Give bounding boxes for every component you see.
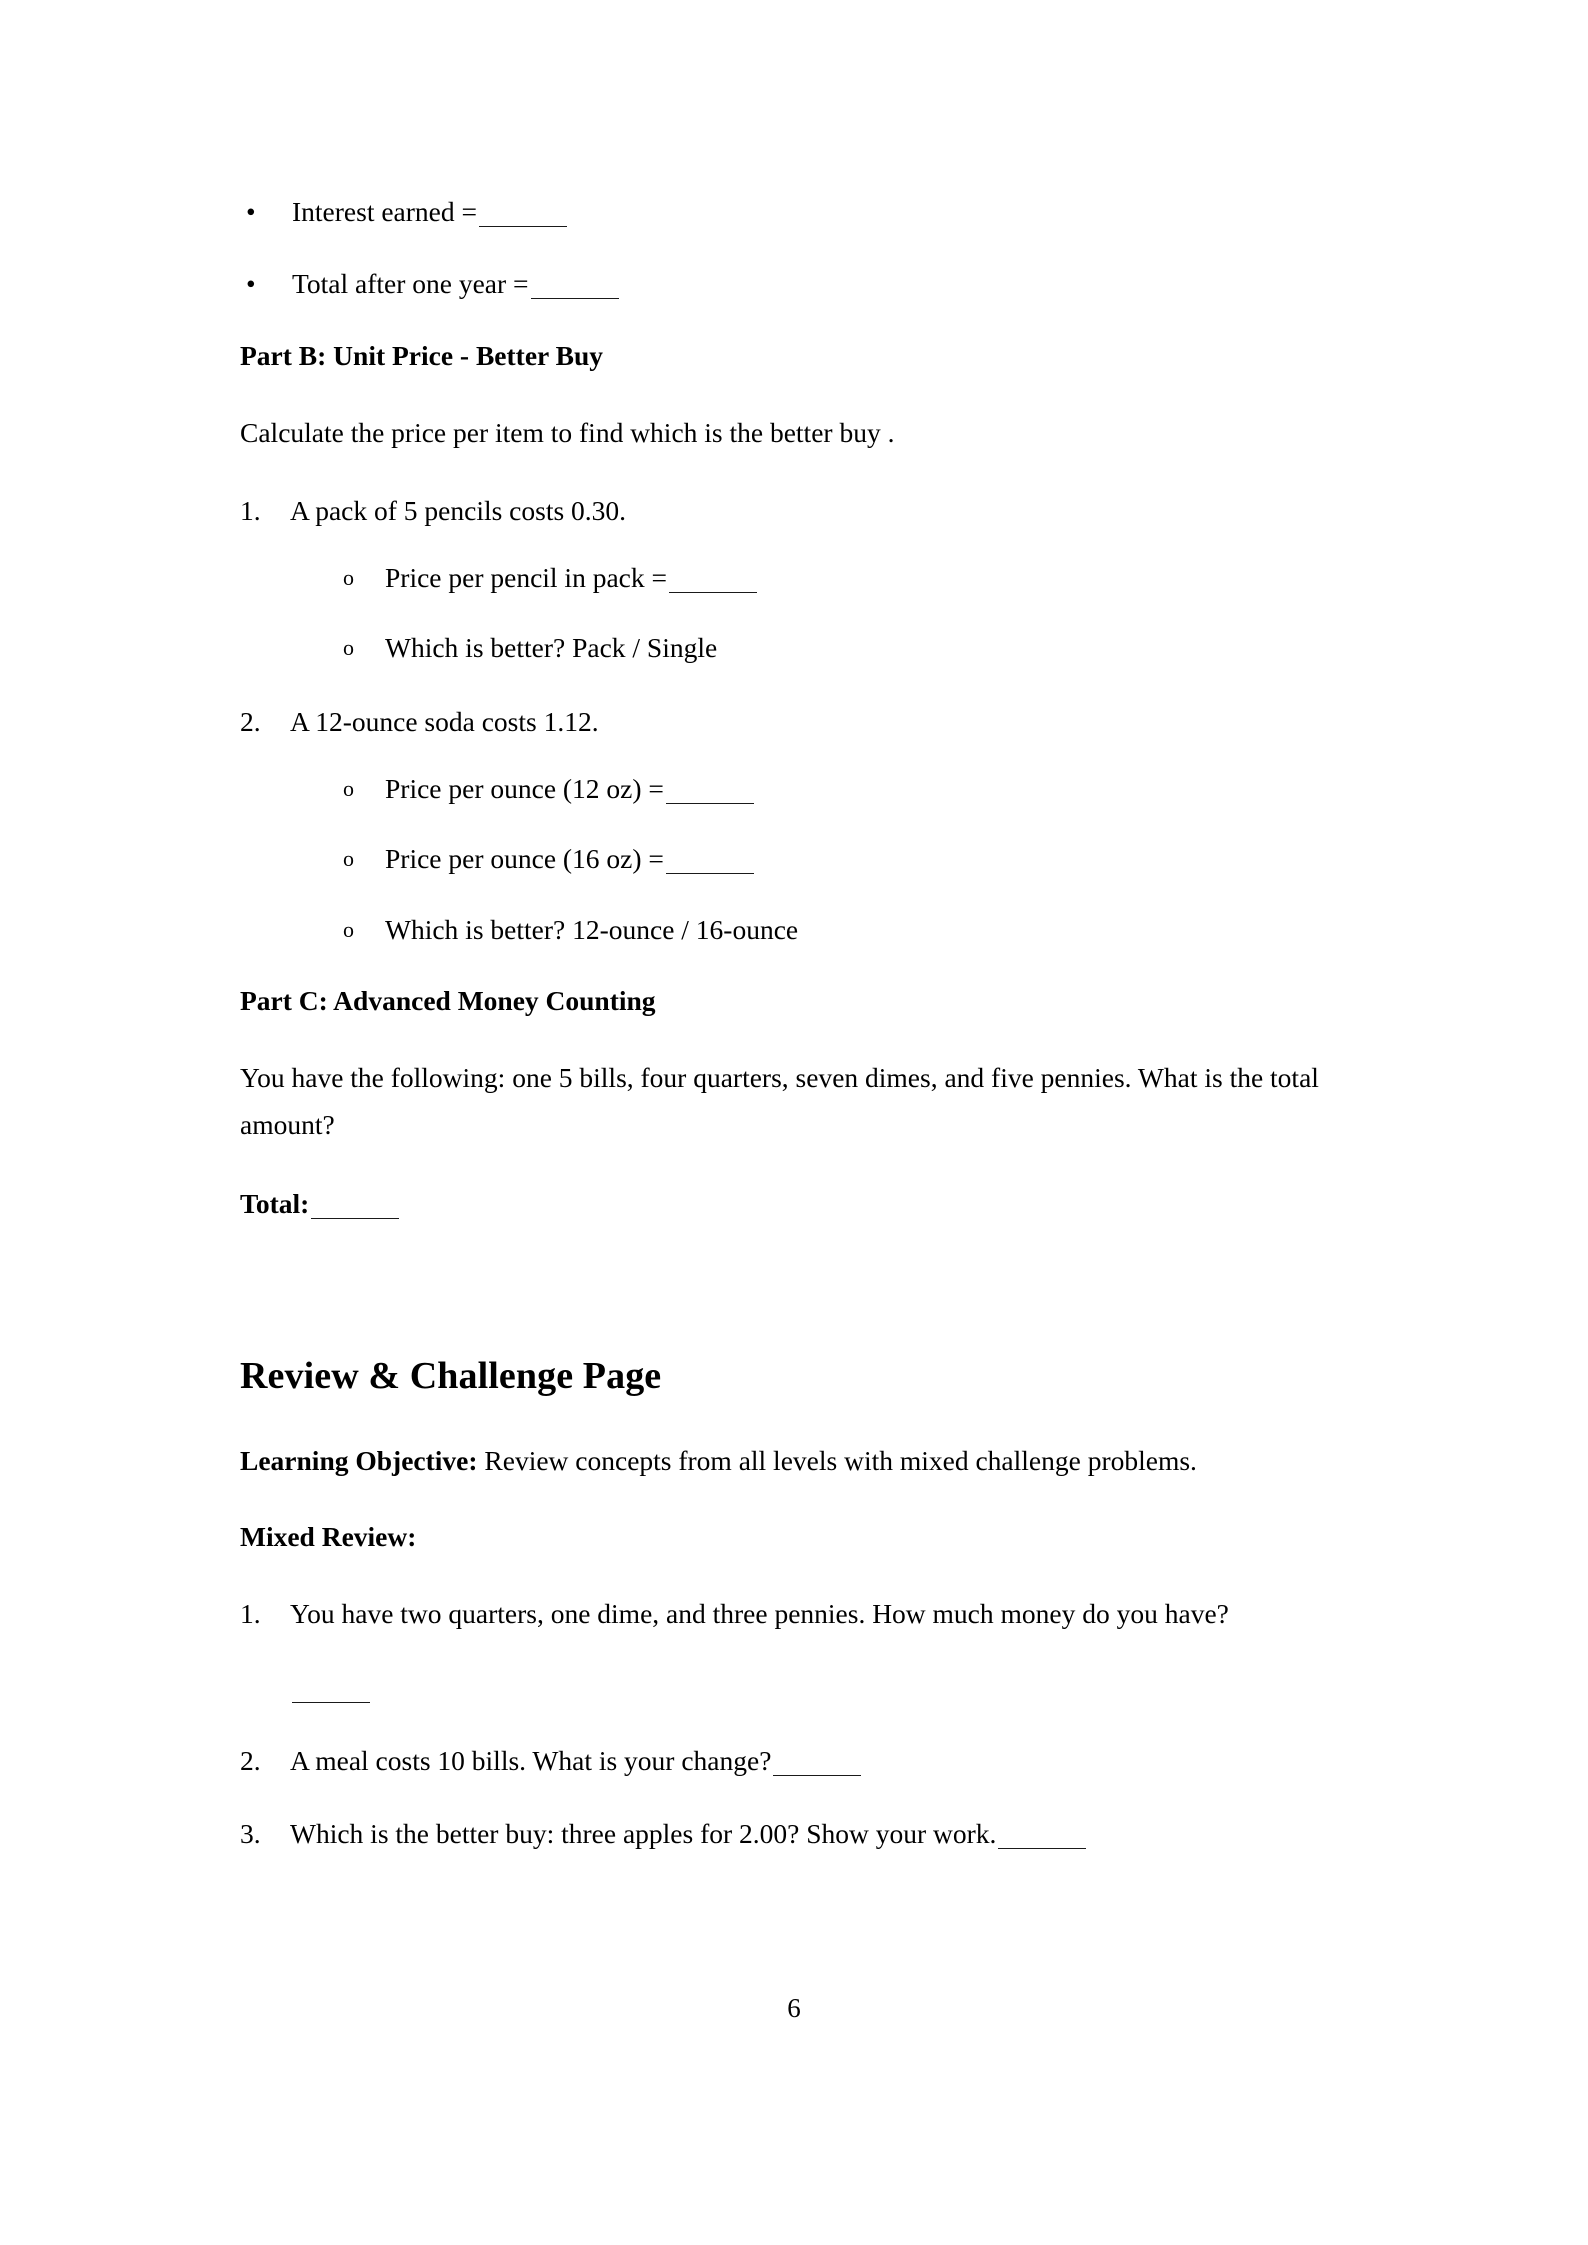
learning-objective-text: Review concepts from all levels with mixed challenge problems. — [484, 1445, 1197, 1477]
learning-objective — [240, 1437, 1338, 1484]
circle-bullet-icon: o — [343, 916, 354, 942]
question-text: Which is the better buy: three apples for 2.00? Show your work. — [290, 1818, 997, 1850]
page-title: Review & Challenge Page — [240, 1354, 662, 1397]
part-c-body: You have the following: one 5 bills, four quarters, seven dimes, and five pennies. What is the total amount? — [240, 1061, 1319, 1141]
total-label: Total: — [240, 1187, 310, 1219]
answer-blank-row — [290, 1664, 1338, 1711]
list-item — [240, 260, 1338, 307]
answer-blank[interactable] — [669, 592, 757, 593]
circle-bullet-icon: o — [343, 776, 354, 802]
part-c-total-row — [240, 1180, 1338, 1227]
subitem-label[interactable]: Which is better? 12-ounce / 16-ounce — [385, 913, 799, 945]
mixed-review-list — [240, 1590, 1338, 1857]
part-b-heading: Part B: Unit Price - Better Buy — [240, 339, 603, 371]
list-item — [240, 487, 1338, 672]
part-b-question-list — [240, 487, 1338, 953]
question-text: A 12-ounce soda costs 1.12. — [290, 705, 599, 737]
subitem-label: Price per pencil in pack = — [385, 562, 667, 594]
sub-list — [290, 554, 1338, 672]
subitem-label[interactable]: Which is better? Pack / Single — [385, 632, 718, 664]
answer-blank[interactable] — [292, 1702, 370, 1703]
list-item — [240, 1810, 1338, 1857]
top-bullet-list — [240, 188, 1338, 308]
circle-bullet-icon: o — [343, 565, 354, 591]
bullet-label: Interest earned = — [292, 196, 477, 227]
list-item — [290, 624, 1338, 671]
list-number: 3. — [240, 1818, 261, 1850]
answer-blank[interactable] — [666, 803, 754, 804]
list-item — [240, 1590, 1338, 1711]
circle-bullet-icon: o — [343, 635, 354, 661]
list-item — [240, 1737, 1338, 1784]
part-b-intro: Calculate the price per item to find which is the better buy . — [240, 416, 895, 448]
page-number: 6 — [787, 1993, 801, 2023]
answer-blank[interactable] — [998, 1848, 1086, 1849]
list-number: 2. — [240, 705, 261, 737]
answer-blank[interactable] — [479, 226, 567, 227]
list-item — [290, 835, 1338, 882]
list-item — [290, 906, 1338, 953]
list-number: 1. — [240, 1598, 261, 1630]
sub-list — [290, 765, 1338, 953]
answer-blank[interactable] — [773, 1775, 861, 1776]
list-number: 2. — [240, 1744, 261, 1776]
list-item — [240, 188, 1338, 235]
subitem-label: Price per ounce (16 oz) = — [385, 843, 664, 875]
mixed-review-heading: Mixed Review: — [240, 1521, 417, 1553]
list-number: 1. — [240, 494, 261, 526]
page-content — [240, 188, 1338, 1884]
question-text: A meal costs 10 bills. What is your change? — [290, 1744, 772, 1776]
question-text: You have two quarters, one dime, and three pennies. How much money do you have? — [290, 1598, 1229, 1630]
answer-blank[interactable] — [531, 298, 619, 299]
disc-bullet-icon: • — [246, 196, 256, 227]
learning-objective-label: Learning Objective: — [240, 1445, 478, 1477]
list-item — [240, 698, 1338, 953]
section-spacer — [240, 1258, 1338, 1350]
subitem-label: Price per ounce (12 oz) = — [385, 773, 664, 805]
bullet-label: Total after one year = — [292, 268, 529, 300]
list-item — [290, 554, 1338, 601]
part-c-heading: Part C: Advanced Money Counting — [240, 984, 656, 1016]
list-item — [290, 765, 1338, 812]
total-answer-blank[interactable] — [311, 1218, 399, 1219]
disc-bullet-icon: • — [246, 268, 256, 300]
circle-bullet-icon: o — [343, 846, 354, 872]
answer-blank[interactable] — [666, 873, 754, 874]
question-text: A pack of 5 pencils costs 0.30. — [290, 494, 627, 526]
